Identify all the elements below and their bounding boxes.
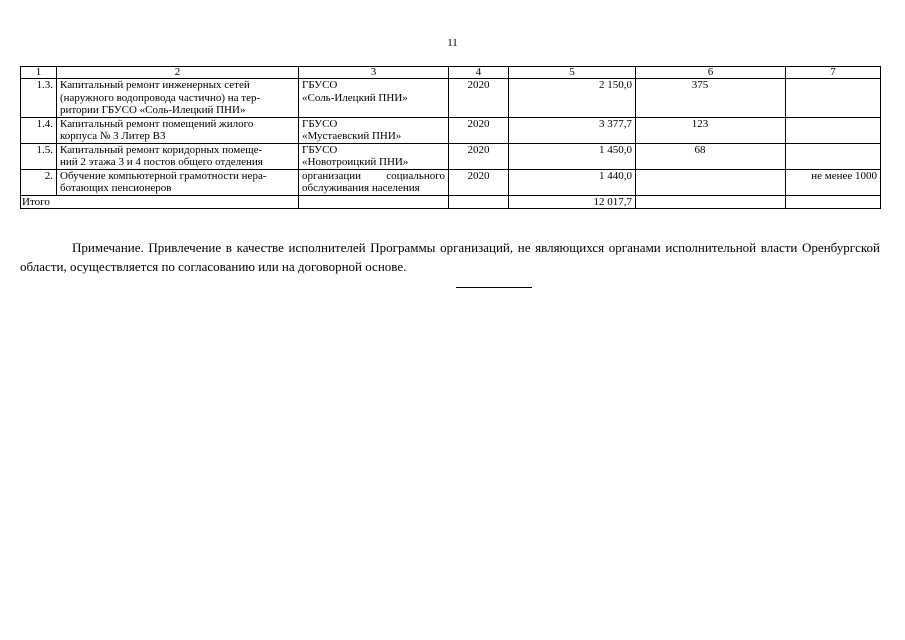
total-row [21,195,881,209]
description-line: ний 2 этажа 3 и 4 постов общего отделения [60,156,263,168]
table-row [21,79,881,118]
description-line: (наружного водопровода частично) на тер- [60,91,261,104]
description-line: корпуса № 3 Литер В3 [60,130,166,142]
end-divider [456,287,532,288]
empty-cell [449,195,509,209]
executor-line: ГБУСО [302,143,338,156]
header-cell: 4 [449,67,509,79]
year-cell: 2020 [449,79,509,118]
header-cell: 6 [636,67,786,79]
activity-description [57,117,299,143]
year-cell: 2020 [449,169,509,195]
empty-cell [299,195,449,209]
col7-cell [786,143,881,169]
header-cell: 2 [57,67,299,79]
col7-cell [786,117,881,143]
description-line: Обучение компьютерной грамотности нера- [60,169,267,182]
description-line: ритории ГБУСО «Соль-Илецкий ПНИ» [60,104,246,116]
empty-cell [636,195,786,209]
executor-line: «Соль-Илецкий ПНИ» [302,91,408,104]
total-amount: 12 017,7 [509,195,636,209]
executor-line: ГБУСО [302,117,338,130]
executor-line: обслуживания населения [302,182,420,194]
table-header-row [21,67,881,79]
executor-line: «Новотроицкий ПНИ» [302,156,409,168]
executor-line: ГБУСО [302,79,338,91]
col6-cell: 375 [636,79,786,118]
executor [299,79,449,118]
activity-description [57,169,299,195]
col7-cell: не менее 1000 [786,169,881,195]
year-cell: 2020 [449,143,509,169]
executor [299,117,449,143]
description-line: Капитальный ремонт инженерных сетей [60,79,250,91]
col7-cell [786,79,881,118]
row-number: 2. [21,169,57,195]
total-label: Итого [21,195,299,209]
note-paragraph: Примечание. Привлечение в качестве исполнителей Программы организаций, не являющихся органами исполнительной власти Оренбургской области, осуществляется по согласованию или на договорной основе. [20,240,880,274]
executor [299,143,449,169]
description-line: ботающих пенсионеров [60,182,172,194]
page-number: 11 [447,37,458,49]
header-cell: 7 [786,67,881,79]
row-number: 1.4. [21,117,57,143]
row-number: 1.3. [21,79,57,118]
executor [299,169,449,195]
header-cell: 3 [299,67,449,79]
header-cell: 5 [509,67,636,79]
executor-line: «Мустаевский ПНИ» [302,130,402,142]
year-cell: 2020 [449,117,509,143]
table-row [21,143,881,169]
description-line: Капитальный ремонт коридорных помеще- [60,143,263,156]
executor-line: организации социального [302,169,445,182]
amount-cell: 3 377,7 [509,117,636,143]
activity-description [57,143,299,169]
amount-cell: 1 450,0 [509,143,636,169]
col6-cell: 68 [636,143,786,169]
col6-cell [636,169,786,195]
header-cell: 1 [21,67,57,79]
description-line: Капитальный ремонт помещений жилого [60,117,254,130]
table-row [21,117,881,143]
empty-cell [786,195,881,209]
amount-cell: 1 440,0 [509,169,636,195]
col6-cell: 123 [636,117,786,143]
program-table [20,66,881,209]
amount-cell: 2 150,0 [509,79,636,118]
activity-description [57,79,299,118]
row-number: 1.5. [21,143,57,169]
table-row [21,169,881,195]
